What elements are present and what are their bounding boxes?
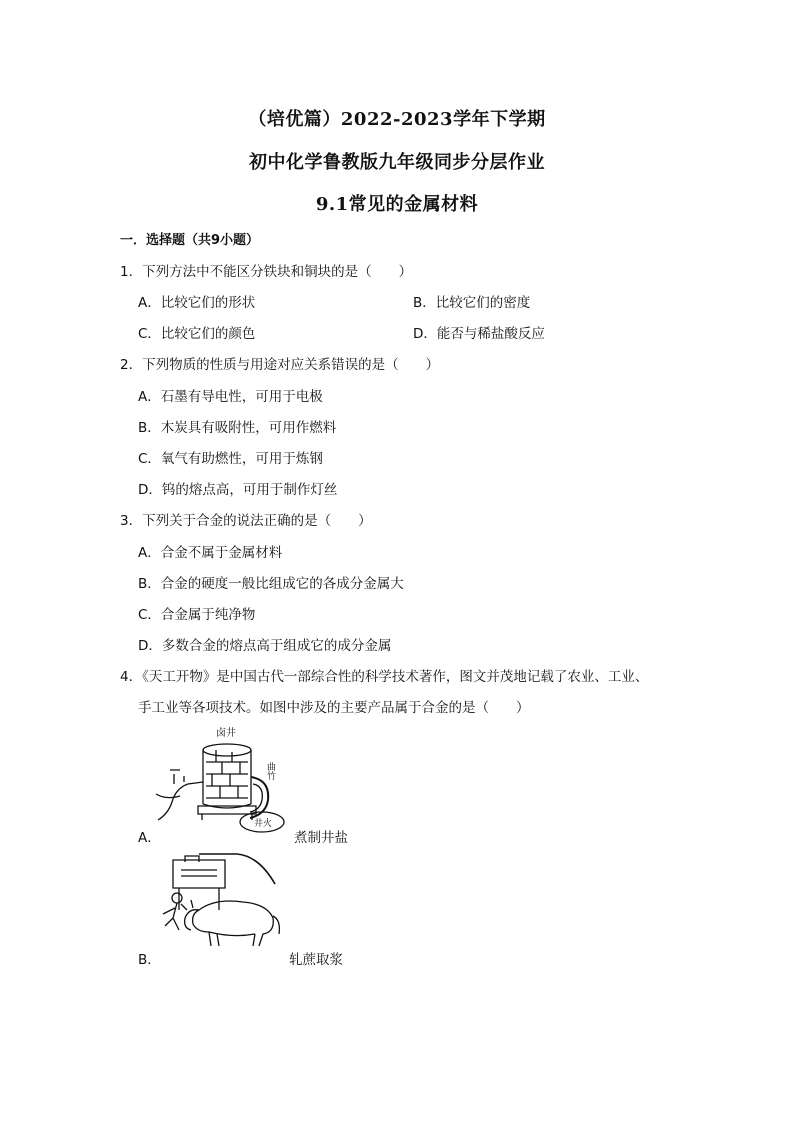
figure-a-label-fire: 井火	[254, 819, 273, 829]
figure-a-letter: A．	[138, 830, 161, 846]
figure-b-caption: 轧蔗取浆	[289, 952, 343, 968]
section-heading: 一．选择题（共9小题）	[120, 233, 260, 248]
sugarcane-press-illustration	[155, 848, 290, 953]
question-3-option-a: A．合金不属于金属材料	[138, 545, 283, 561]
question-4-stem-line2: 手工业等各项技术。如图中涉及的主要产品属于合金的是（ ）	[138, 700, 530, 716]
question-3-option-b: B．合金的硬度一般比组成它的各成分金属大	[138, 576, 404, 592]
figure-a-label-bamboo: 曲竹	[265, 762, 275, 780]
question-4-stem-line1: 4．《天工开物》是中国古代一部综合性的科学技术著作，图文并茂地记载了农业、工业、	[120, 669, 649, 685]
worksheet-title-line1: （培优篇）2022-2023学年下学期	[248, 109, 546, 130]
question-1-option-d: D．能否与稀盐酸反应	[413, 326, 545, 342]
question-2-option-a: A．石墨有导电性，可用于电极	[138, 389, 323, 405]
worksheet-title-line2: 初中化学鲁教版九年级同步分层作业	[249, 152, 545, 173]
question-1-option-a: A．比较它们的形状	[138, 295, 256, 311]
question-3-option-d: D．多数合金的熔点高于组成它的成分金属	[138, 638, 392, 654]
question-3-stem: 3．下列关于合金的说法正确的是（ ）	[120, 513, 372, 529]
question-1-stem: 1．下列方法中不能区分铁块和铜块的是（ ）	[120, 264, 413, 280]
question-1-option-b: B．比较它们的密度	[413, 295, 531, 311]
figure-b-letter: B．	[138, 952, 161, 968]
question-2-stem: 2．下列物质的性质与用途对应关系错误的是（ ）	[120, 357, 440, 373]
worksheet-title-line3: 9.1常见的金属材料	[315, 194, 479, 215]
question-1-option-c: C．比较它们的颜色	[138, 326, 256, 342]
question-2-option-b: B．木炭具有吸附性，可用作燃料	[138, 420, 337, 436]
salt-well-illustration	[150, 722, 300, 837]
figure-a-label-well: 卤井	[216, 728, 236, 739]
question-2-option-c: C．氧气有助燃性，可用于炼钢	[138, 451, 323, 467]
question-3-option-c: C．合金属于纯净物	[138, 607, 256, 623]
question-2-option-d: D．钨的熔点高，可用于制作灯丝	[138, 482, 338, 498]
figure-a-caption: 煮制井盐	[294, 830, 348, 846]
